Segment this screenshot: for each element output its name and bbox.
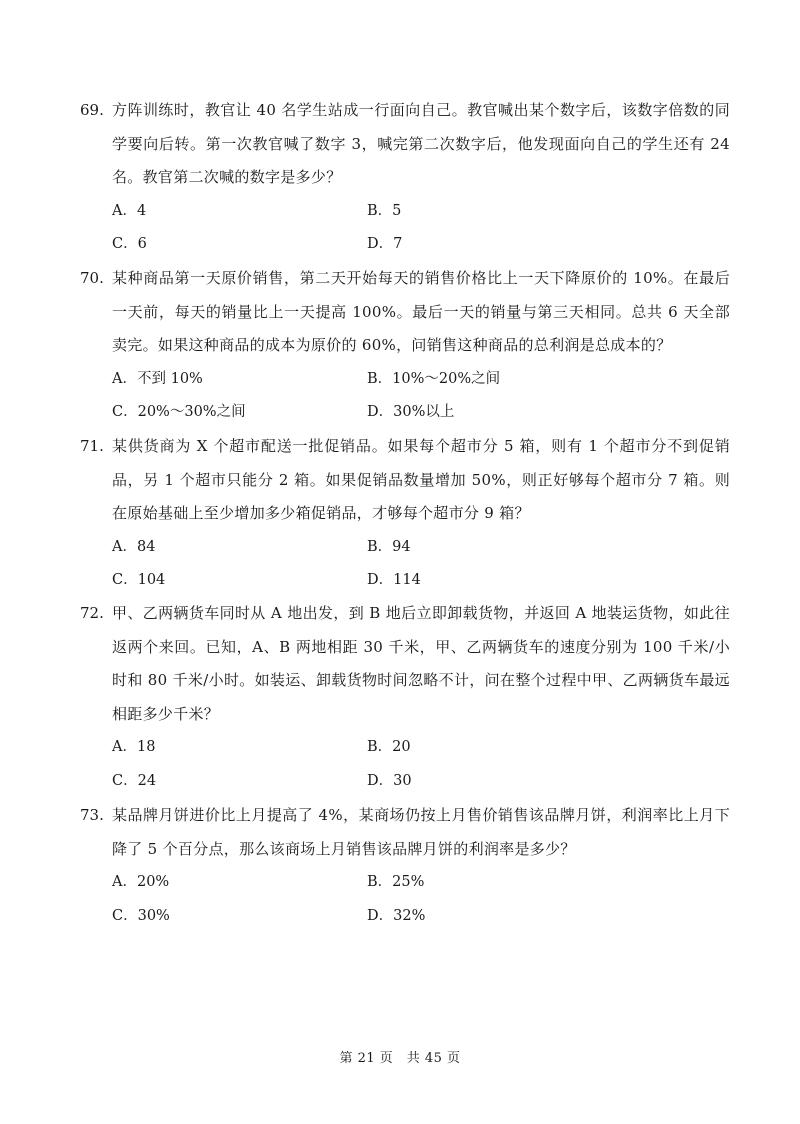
question-number: 72. <box>80 604 104 622</box>
options-row <box>80 564 730 598</box>
option-b[interactable]: B．10%～20%之间 <box>367 370 501 387</box>
options-row <box>80 363 730 397</box>
question-69 <box>80 94 730 262</box>
option-b[interactable]: B．25% <box>367 874 425 890</box>
question-number: 73. <box>80 806 104 824</box>
question-number: 70. <box>80 269 104 287</box>
option-c[interactable]: C．30% <box>112 907 170 924</box>
question-70 <box>80 262 730 430</box>
option-a[interactable]: A．20% <box>112 874 170 890</box>
option-a[interactable]: A．18 <box>112 739 156 755</box>
question-71 <box>80 430 730 598</box>
option-c[interactable]: C．104 <box>112 572 166 588</box>
option-b[interactable]: B．5 <box>367 202 402 219</box>
question-72 <box>80 597 730 798</box>
option-d[interactable]: D．114 <box>367 572 421 588</box>
options-row <box>80 900 730 934</box>
option-b[interactable]: B．20 <box>367 739 411 755</box>
question-number: 69. <box>80 101 104 119</box>
option-a[interactable]: A．不到 10% <box>112 370 203 387</box>
options-row <box>80 396 730 430</box>
options-row <box>80 765 730 799</box>
option-d[interactable]: D．30 <box>367 772 412 789</box>
option-a[interactable]: A．84 <box>112 538 156 555</box>
question-text: 某品牌月饼进价比上月提高了 4%，某商场仍按上月售价销售该品牌月饼，利润率比上月下降了 5 个百分点，那么该商场上月销售该品牌月饼的利润率是多少？ <box>112 806 730 858</box>
options-row <box>80 531 730 565</box>
option-d[interactable]: D．7 <box>367 236 403 252</box>
option-b[interactable]: B．94 <box>367 538 411 555</box>
option-c[interactable]: C．6 <box>112 236 147 252</box>
option-c[interactable]: C．24 <box>112 772 157 789</box>
option-a[interactable]: A．4 <box>112 202 147 219</box>
question-text: 甲、乙两辆货车同时从 A 地出发，到 B 地后立即卸载货物，并返回 A 地装运货物，如此往返两个来回。已知，A、B 两地相距 30 千米，甲、乙两辆货车的速度分别为 100 千米/小时和 80 千米/小时。如装运、卸载货物时间忽略不计，问在整个过程中甲、乙两辆货车最远相距多少千米？ <box>112 604 730 723</box>
page-footer: 第 21 页 共 45 页 <box>339 1051 461 1066</box>
option-c[interactable]: C．20%～30%之间 <box>112 404 246 420</box>
question-number: 71. <box>80 437 104 455</box>
options-row <box>80 731 730 765</box>
question-text: 某供货商为 X 个超市配送一批促销品。如果每个超市分 5 箱，则有 1 个超市分不到促销品，另 1 个超市只能分 2 箱。如果促销品数量增加 50%，则正好够每个超市分 7 箱。则在原始基础上至少增加多少箱促销品，才够每个超市分 9 箱？ <box>112 437 730 522</box>
option-d[interactable]: D．30%以上 <box>367 404 455 420</box>
option-d[interactable]: D．32% <box>367 907 426 924</box>
question-text: 方阵训练时，教官让 40 名学生站成一行面向自己。教官喊出某个数字后，该数字倍数的同学要向后转。第一次教官喊了数字 3，喊完第二次数字后，他发现面向自己的学生还有 24 名。教官第二次喊的数字是多少？ <box>112 101 730 186</box>
question-73 <box>80 799 730 933</box>
options-row <box>80 228 730 262</box>
question-text: 某种商品第一天原价销售，第二天开始每天的销售价格比上一天下降原价的 10%。在最后一天前，每天的销量比上一天提高 100%。最后一天的销量与第三天相同。总共 6 天全部卖完。如果这种商品的成本为原价的 60%，问销售这种商品的总利润是总成本的？ <box>112 269 730 354</box>
options-row <box>80 195 730 229</box>
options-row <box>80 866 730 900</box>
